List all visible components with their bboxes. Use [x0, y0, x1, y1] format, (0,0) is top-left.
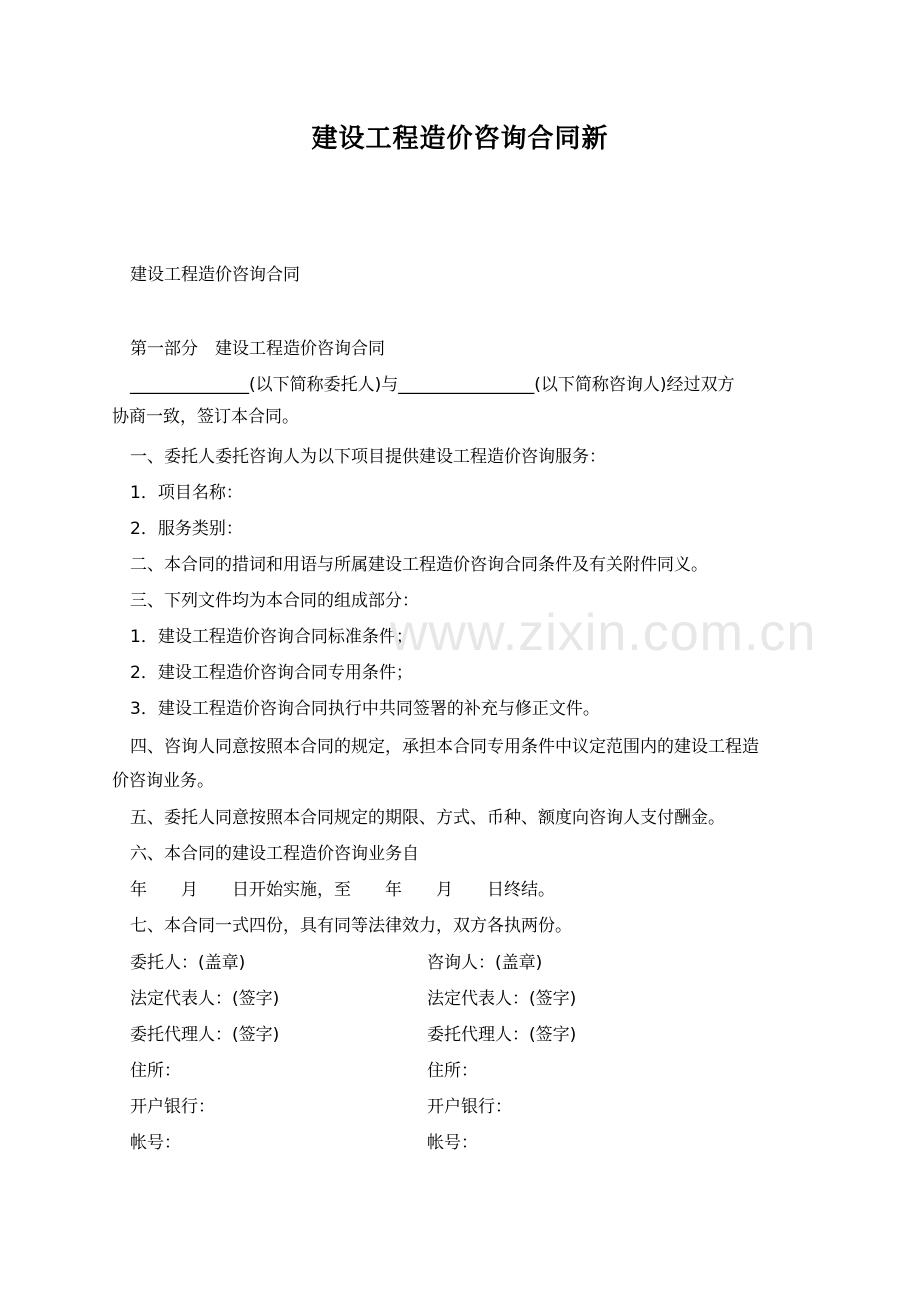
item-3-2: 2．建设工程造价咨询合同专用条件； — [130, 663, 413, 683]
part-heading: 第一部分 建设工程造价咨询合同 — [130, 339, 385, 359]
consultant-address: 住所： — [427, 1061, 478, 1081]
clause-5: 五、委托人同意按照本合同规定的期限、方式、币种、额度向咨询人支付酬金。 — [130, 808, 725, 828]
clause-6-dates: 年 月 日开始实施，至 年 月 日终结。 — [130, 880, 555, 900]
consultant-party: 咨询人：(盖章) — [427, 953, 543, 973]
clause-1: 一、委托人委托咨询人为以下项目提供建设工程造价咨询服务： — [130, 447, 606, 467]
client-label: (以下简称委托人)与 — [249, 375, 399, 395]
consultant-label: (以下简称咨询人)经过双方 — [534, 375, 735, 395]
clause-4-cont: 价咨询业务。 — [112, 771, 214, 791]
client-address: 住所： — [130, 1061, 181, 1081]
client-party: 委托人：(盖章) — [130, 953, 246, 973]
client-agent: 委托代理人：(签字) — [130, 1025, 280, 1045]
clause-4: 四、咨询人同意按照本合同的规定，承担本合同专用条件中议定范围内的建设工程造 — [130, 737, 759, 757]
clause-3: 三、下列文件均为本合同的组成部分： — [130, 591, 419, 611]
consultant-blank[interactable]: ________________ — [398, 375, 535, 395]
client-blank[interactable]: ______________ — [130, 375, 249, 395]
item-1-1: 1．项目名称： — [130, 483, 243, 503]
client-bank: 开户银行： — [130, 1097, 215, 1117]
parties-line-cont: 协商一致，签订本合同。 — [112, 407, 299, 427]
client-account: 帐号： — [130, 1133, 181, 1153]
consultant-agent: 委托代理人：(签字) — [427, 1025, 577, 1045]
clause-7: 七、本合同一式四份，具有同等法律效力，双方各执两份。 — [130, 916, 572, 936]
clause-2: 二、本合同的措词和用语与所属建设工程造价咨询合同条件及有关附件同义。 — [130, 555, 708, 575]
consultant-account: 帐号： — [427, 1133, 478, 1153]
clause-6: 六、本合同的建设工程造价咨询业务自 — [130, 844, 419, 864]
client-legal-rep: 法定代表人：(签字) — [130, 989, 280, 1009]
document-title: 建设工程造价咨询合同新 — [311, 124, 609, 154]
consultant-bank: 开户银行： — [427, 1097, 512, 1117]
item-3-1: 1．建设工程造价咨询合同标准条件； — [130, 627, 413, 647]
watermark: www.zixin.com.cn — [390, 604, 817, 662]
consultant-legal-rep: 法定代表人：(签字) — [427, 989, 577, 1009]
parties-line — [130, 374, 735, 396]
contract-subtitle: 建设工程造价咨询合同 — [130, 265, 300, 285]
item-1-2: 2．服务类别： — [130, 519, 243, 539]
item-3-3: 3．建设工程造价咨询合同执行中共同签署的补充与修正文件。 — [130, 699, 600, 719]
